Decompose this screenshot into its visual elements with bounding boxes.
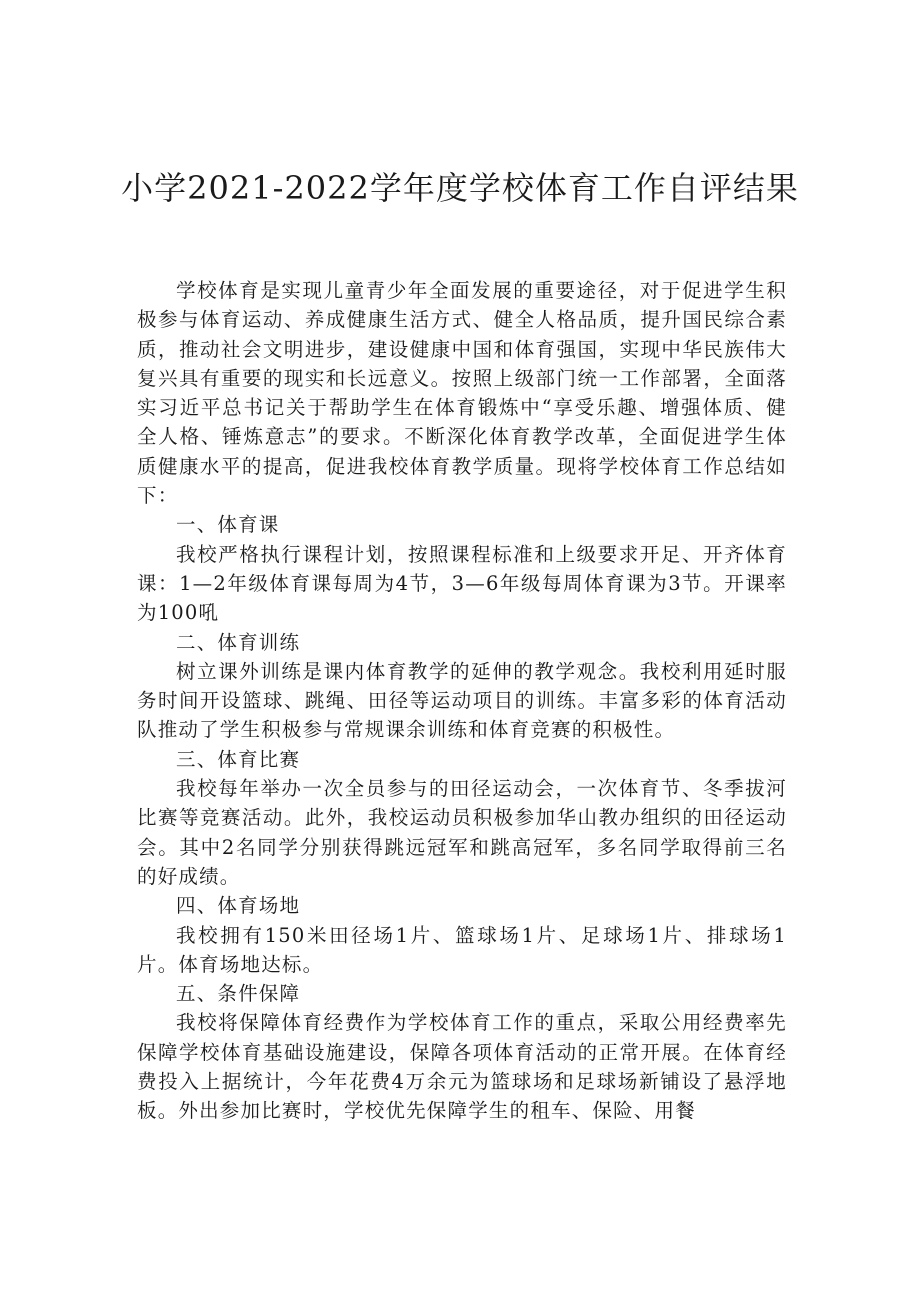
section-heading-competitions: 三、体育比赛	[176, 747, 301, 771]
pe-class-paragraph: 我校严格执行课程计划，按照课程标准和上级要求开足、开齐体育课：1—2年级体育课每周为4节，3—6年级每周体育课为3节。开课率为100吼	[137, 542, 787, 625]
section-heading-pe-training: 二、体育训练	[176, 630, 301, 654]
pe-training-paragraph: 树立课外训练是课内体育教学的延伸的教学观念。我校利用延时服务时间开设篮球、跳绳、田径等运动项目的训练。丰富多彩的体育活动队推动了学生积极参与常规课余训练和体育竞赛的积极性。	[137, 659, 787, 742]
intro-paragraph: 学校体育是实现儿童青少年全面发展的重要途径，对于促进学生积极参与体育运动、养成健康生活方式、健全人格品质，提升国民综合素质，推动社会文明进步，建设健康中国和体育强国，实现中华民族伟大复兴具有重要的现实和长远意义。按照上级部门统一工作部署，全面落实习近平总书记关于帮助学生在体育锻炼中“享受乐趣、增强体质、健全人格、锤炼意志”的要求。不断深化体育教学改革，全面促进学生体质健康水平的提高，促进我校体育教学质量。现将学校体育工作总结如下：	[137, 279, 787, 508]
section-heading-facilities: 四、体育场地	[176, 894, 301, 918]
competitions-paragraph: 我校每年举办一次全员参与的田径运动会，一次体育节、冬季拔河比赛等竞赛活动。此外，我校运动员积极参加华山教办组织的田径运动会。其中2名同学分别获得跳远冠军和跳高冠军，多名同学取得前三名的好成绩。	[137, 777, 787, 888]
section-heading-pe-class: 一、体育课	[176, 513, 280, 537]
facilities-paragraph: 我校拥有150米田径场1片、篮球场1片、足球场1片、排球场1片。体育场地达标。	[137, 923, 787, 976]
document-title: 小学2021-2022学年度学校体育工作自评结果	[121, 169, 799, 207]
document-body	[137, 276, 787, 1126]
conditions-paragraph: 我校将保障体育经费作为学校体育工作的重点，采取公用经费率先保障学校体育基础设施建设，保障各项体育活动的正常开展。在体育经费投入上据统计，今年花费4万余元为篮球场和足球场新铺设了悬浮地板。外出参加比赛时，学校优先保障学生的租车、保险、用餐	[137, 1011, 787, 1123]
section-heading-conditions: 五、条件保障	[176, 982, 301, 1006]
